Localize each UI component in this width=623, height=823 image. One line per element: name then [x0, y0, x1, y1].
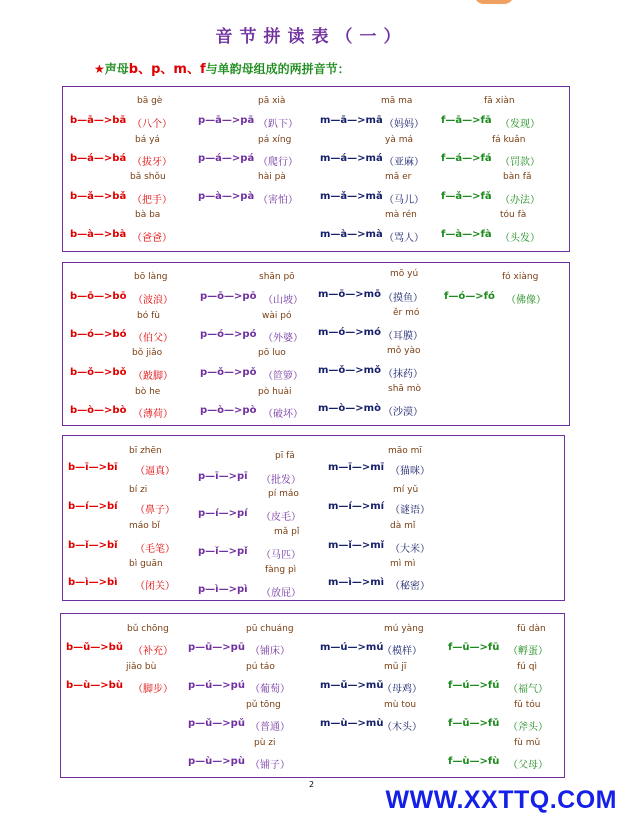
spelling-formula: b—í—>bí — [68, 501, 118, 512]
pinyin-label: mǒ yào — [387, 346, 421, 356]
spelling-formula: f—ā—>fā — [441, 115, 492, 126]
pinyin-label: fǔ tóu — [514, 700, 541, 710]
spelling-formula: b—ā—>bā — [70, 115, 127, 126]
example-word: （伯父） — [133, 333, 173, 344]
pinyin-label: shā mò — [388, 384, 422, 394]
spelling-formula: m—ǒ—>mǒ — [318, 365, 381, 376]
pinyin-label: dà mǐ — [390, 521, 416, 531]
example-word: （办法） — [500, 195, 540, 206]
pinyin-label: māo mī — [388, 446, 422, 456]
pinyin-label: fū dàn — [517, 624, 546, 634]
example-word: （沙漠） — [383, 407, 423, 418]
example-word: （外婆） — [263, 333, 303, 344]
pinyin-label: pū chuáng — [246, 624, 294, 634]
spelling-formula: p—ù—>pù — [188, 756, 245, 767]
spelling-formula: p—ō—>pō — [200, 291, 257, 302]
spelling-formula: f—ú—>fú — [448, 680, 500, 691]
page-number: 2 — [308, 780, 315, 789]
example-word: （秘密） — [390, 581, 430, 592]
example-word: （葡萄） — [250, 684, 290, 695]
spelling-formula: p—ǒ—>pǒ — [200, 367, 257, 378]
example-word: （孵蛋） — [508, 646, 548, 657]
example-word: （放屁） — [261, 588, 301, 599]
example-word: （抹药） — [383, 369, 423, 380]
example-word: （拔牙） — [132, 157, 172, 168]
pinyin-label: máo bǐ — [129, 521, 160, 531]
example-word: （马匹） — [261, 550, 301, 561]
pinyin-label: pù zi — [254, 738, 276, 748]
spelling-formula: m—ǎ—>mǎ — [320, 191, 383, 202]
spelling-formula: m—ò—>mò — [318, 403, 381, 414]
pinyin-label: bī zhēn — [129, 446, 162, 456]
spelling-formula: m—à—>mà — [320, 229, 383, 240]
example-word: （爸爸） — [132, 233, 172, 244]
example-word: （模样） — [382, 646, 422, 657]
example-word: （斧头） — [508, 722, 548, 733]
pinyin-label: pǔ tōng — [246, 700, 281, 710]
spelling-formula: b—à—>bà — [70, 229, 127, 240]
example-word: （趴下） — [258, 119, 298, 130]
spelling-formula: b—ǔ—>bǔ — [66, 642, 123, 653]
pinyin-label: jiǎo bù — [126, 662, 157, 672]
example-word: （母鸡） — [382, 684, 422, 695]
example-word: （佛像） — [506, 295, 546, 306]
spelling-formula: p—ī—>pī — [198, 471, 248, 482]
page-title: 音节拼读表（一） — [215, 27, 408, 47]
spelling-formula: m—ǔ—>mǔ — [320, 680, 384, 691]
example-word: （头发） — [500, 233, 540, 244]
example-word: （亚麻） — [384, 157, 424, 168]
section-a-box — [62, 86, 570, 252]
pinyin-label: bō làng — [134, 272, 168, 282]
spelling-formula: p—ǔ—>pǔ — [188, 718, 245, 729]
example-word: （妈妈） — [384, 119, 424, 130]
pinyin-label: bǎ shǒu — [130, 172, 166, 182]
pinyin-label: fó xiàng — [502, 272, 539, 282]
example-word: （骂人） — [384, 233, 424, 244]
pinyin-label: shān pō — [259, 272, 295, 282]
example-word: （大米） — [390, 544, 430, 555]
pinyin-label: pú táo — [246, 662, 275, 672]
pinyin-label: pá xíng — [258, 135, 292, 145]
pinyin-label: mù tou — [384, 700, 417, 710]
spelling-formula: p—ā—>pā — [198, 115, 255, 126]
example-word: （波浪） — [133, 295, 173, 306]
pinyin-label: fá kuǎn — [492, 135, 526, 145]
pinyin-label: bā gè — [137, 96, 163, 106]
pinyin-label: pā xià — [258, 96, 286, 106]
example-word: （发现） — [500, 119, 540, 130]
example-word: （罚款） — [500, 157, 540, 168]
spelling-formula: b—ó—>bó — [70, 329, 127, 340]
example-word: （逼真） — [135, 466, 175, 477]
spelling-formula: b—ì—>bì — [68, 577, 118, 588]
spelling-formula: p—á—>pá — [198, 153, 255, 164]
example-word: （破坏） — [263, 409, 303, 420]
pinyin-label: yà má — [385, 135, 413, 145]
star-icon: ★ — [94, 62, 105, 76]
spelling-formula: f—ù—>fù — [448, 756, 500, 767]
spelling-formula: p—ò—>pò — [200, 405, 257, 416]
pinyin-label: ěr mó — [393, 308, 420, 318]
footer-website: WWW.XXTTQ.COM — [385, 786, 617, 814]
example-word: （谜语） — [390, 505, 430, 516]
pinyin-label: mí yǔ — [393, 485, 419, 495]
spelling-formula: m—í—>mí — [328, 501, 385, 512]
pinyin-label: mú yàng — [384, 624, 424, 634]
spelling-formula: m—á—>má — [320, 153, 383, 164]
spelling-formula: b—ī—>bī — [68, 462, 118, 473]
spelling-formula: p—ū—>pū — [188, 642, 245, 653]
pinyin-label: mì mì — [390, 559, 416, 569]
spelling-formula: b—ò—>bò — [70, 405, 127, 416]
example-word: （补充） — [133, 646, 173, 657]
pinyin-label: mǔ jī — [384, 662, 407, 672]
pinyin-label: fā xiàn — [484, 96, 515, 106]
pinyin-label: fú qì — [517, 662, 537, 672]
spelling-formula: m—ī—>mī — [328, 462, 385, 473]
example-word: （批发） — [261, 475, 301, 486]
example-word: （铺子） — [250, 760, 290, 771]
example-word: （马儿） — [384, 195, 424, 206]
pinyin-label: fù mǔ — [514, 738, 541, 748]
pinyin-label: pí máo — [268, 489, 299, 499]
pinyin-label: wài pó — [262, 311, 292, 321]
spelling-formula: p—ì—>pì — [198, 584, 248, 595]
spelling-formula: m—ō—>mō — [318, 289, 381, 300]
example-word: （木头） — [382, 722, 422, 733]
pinyin-label: bǔ chōng — [127, 624, 169, 634]
spelling-formula: b—ǐ—>bǐ — [68, 540, 118, 551]
example-word: （父母） — [508, 760, 548, 771]
spelling-formula: f—á—>fá — [441, 153, 492, 164]
pinyin-label: bà ba — [135, 210, 161, 220]
example-word: （脚步） — [133, 684, 173, 695]
subtitle: ★声母b、p、m、f与单韵母组成的两拼音节： — [94, 62, 350, 77]
spelling-formula: b—á—>bá — [70, 153, 127, 164]
example-word: （跛脚） — [133, 371, 173, 382]
pinyin-label: pò huài — [258, 387, 292, 397]
example-word: （八个） — [132, 119, 172, 130]
pinyin-label: pī fā — [275, 451, 295, 461]
pinyin-label: mō yú — [390, 269, 419, 279]
pinyin-label: pō luo — [258, 348, 286, 358]
pinyin-label: mǎ er — [385, 172, 412, 182]
pinyin-label: mǎ pǐ — [274, 527, 300, 537]
example-word: （薄荷） — [133, 409, 173, 420]
spelling-formula: p—à—>pà — [198, 191, 255, 202]
pinyin-label: bàn fǎ — [503, 172, 532, 182]
spelling-formula: f—à—>fà — [441, 229, 492, 240]
spelling-formula: m—ó—>mó — [318, 327, 381, 338]
example-word: （把手） — [132, 195, 172, 206]
pinyin-label: bá yá — [135, 135, 160, 145]
spelling-formula: m—ù—>mù — [320, 718, 384, 729]
pinyin-label: bì guān — [129, 559, 163, 569]
section-o-box — [62, 262, 570, 426]
example-word: （鼻子） — [135, 505, 175, 516]
example-word: （笸箩） — [263, 371, 303, 382]
spelling-formula: b—ǎ—>bǎ — [70, 191, 127, 202]
spelling-formula: p—ó—>pó — [200, 329, 257, 340]
spelling-formula: f—ǎ—>fǎ — [441, 191, 492, 202]
pinyin-label: bí zi — [129, 485, 148, 495]
pinyin-label: mà rén — [385, 210, 417, 220]
logo-decoration — [474, 0, 514, 4]
spelling-formula: p—ǐ—>pǐ — [198, 546, 248, 557]
spelling-formula: b—ǒ—>bǒ — [70, 367, 127, 378]
example-word: （摸鱼） — [383, 293, 423, 304]
pinyin-label: fàng pì — [265, 565, 297, 575]
spelling-formula: f—ǔ—>fǔ — [448, 718, 500, 729]
spelling-formula: b—ù—>bù — [66, 680, 123, 691]
pinyin-label: bó fù — [137, 311, 160, 321]
example-word: （耳膜） — [383, 331, 423, 342]
spelling-formula: m—ā—>mā — [320, 115, 383, 126]
spelling-formula: f—ū—>fū — [448, 642, 500, 653]
spelling-formula: b—ō—>bō — [70, 291, 127, 302]
example-word: （害怕） — [258, 195, 298, 206]
spelling-formula: f—ó—>fó — [444, 291, 495, 302]
example-word: （毛笔） — [135, 544, 175, 555]
example-word: （猫咪） — [390, 466, 430, 477]
spelling-formula: p—ú—>pú — [188, 680, 245, 691]
example-word: （福气） — [508, 684, 548, 695]
example-word: （山坡） — [263, 295, 303, 306]
example-word: （普通） — [250, 722, 290, 733]
spelling-formula: m—ì—>mì — [328, 577, 385, 588]
example-word: （闭关） — [135, 581, 175, 592]
pinyin-label: bò he — [135, 387, 161, 397]
example-word: （铺床） — [250, 646, 290, 657]
spelling-formula: m—ǐ—>mǐ — [328, 540, 385, 551]
spelling-formula: p—í—>pí — [198, 508, 248, 519]
pinyin-label: hài pà — [258, 172, 286, 182]
example-word: （皮毛） — [261, 512, 301, 523]
pinyin-label: bǒ jiǎo — [132, 348, 163, 358]
section-u-box — [60, 613, 565, 778]
pinyin-label: tóu fà — [500, 210, 527, 220]
example-word: （爬行） — [258, 157, 298, 168]
pinyin-label: mā ma — [381, 96, 413, 106]
spelling-formula: m—ú—>mú — [320, 642, 384, 653]
